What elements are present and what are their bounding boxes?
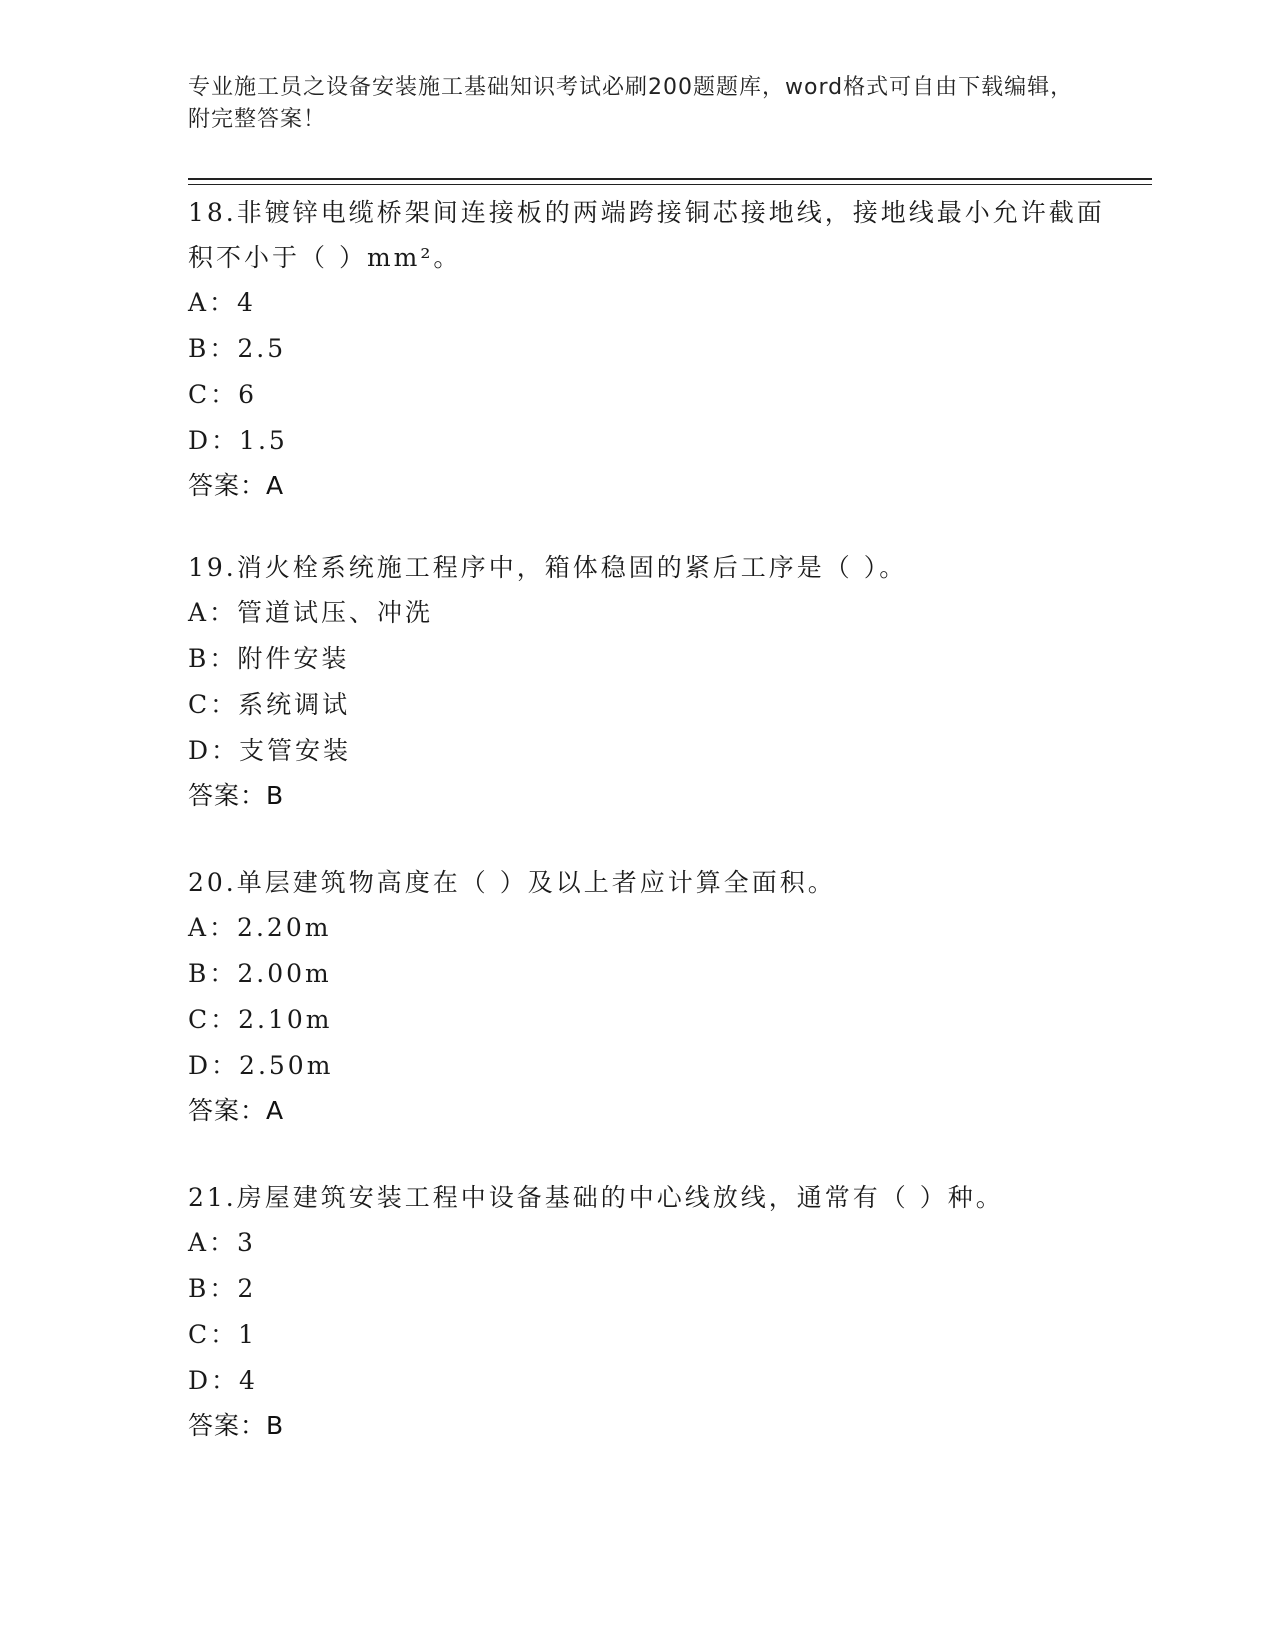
option-d: D：2.50m — [188, 1051, 334, 1080]
option-c: C：1 — [188, 1320, 258, 1349]
option-b: B：2.5 — [188, 334, 287, 363]
option-d: D：1.5 — [188, 426, 288, 455]
option-d: D：支管安装 — [188, 736, 352, 765]
answer-line: 答案：A — [188, 471, 285, 500]
question-text: 18.非镀锌电缆桥架间连接板的两端跨接铜芯接地线，接地线最小允许截面积不小于（ ）mm²。 — [188, 198, 1105, 272]
document-header: 专业施工员之设备安装施工基础知识考试必刷200题题库，word格式可自由下载编辑，附完整答案！ — [188, 75, 1074, 132]
option-c: C：2.10m — [188, 1005, 333, 1034]
answer-line: 答案：B — [188, 781, 285, 810]
answer-line: 答案：A — [188, 1096, 285, 1125]
option-b: B：附件安装 — [188, 644, 350, 673]
question-20 — [188, 860, 1108, 1133]
option-a: A：2.20m — [188, 913, 332, 942]
option-a: A：管道试压、冲洗 — [188, 598, 434, 627]
question-text: 19.消火栓系统施工程序中，箱体稳固的紧后工序是（ ）。 — [188, 553, 908, 582]
option-b: B：2 — [188, 1274, 257, 1303]
option-a: A：3 — [188, 1228, 256, 1257]
question-text: 20.单层建筑物高度在（ ）及以上者应计算全面积。 — [188, 868, 836, 897]
header-divider — [188, 178, 1152, 185]
option-d: D：4 — [188, 1366, 258, 1395]
option-c: C：系统调试 — [188, 690, 351, 719]
question-18 — [188, 190, 1108, 508]
option-a: A：4 — [188, 288, 256, 317]
option-c: C：6 — [188, 380, 258, 409]
question-text: 21.房屋建筑安装工程中设备基础的中心线放线，通常有（ ）种。 — [188, 1183, 1004, 1212]
answer-line: 答案：B — [188, 1411, 285, 1440]
question-19 — [188, 545, 1108, 818]
question-21 — [188, 1175, 1108, 1448]
option-b: B：2.00m — [188, 959, 332, 988]
